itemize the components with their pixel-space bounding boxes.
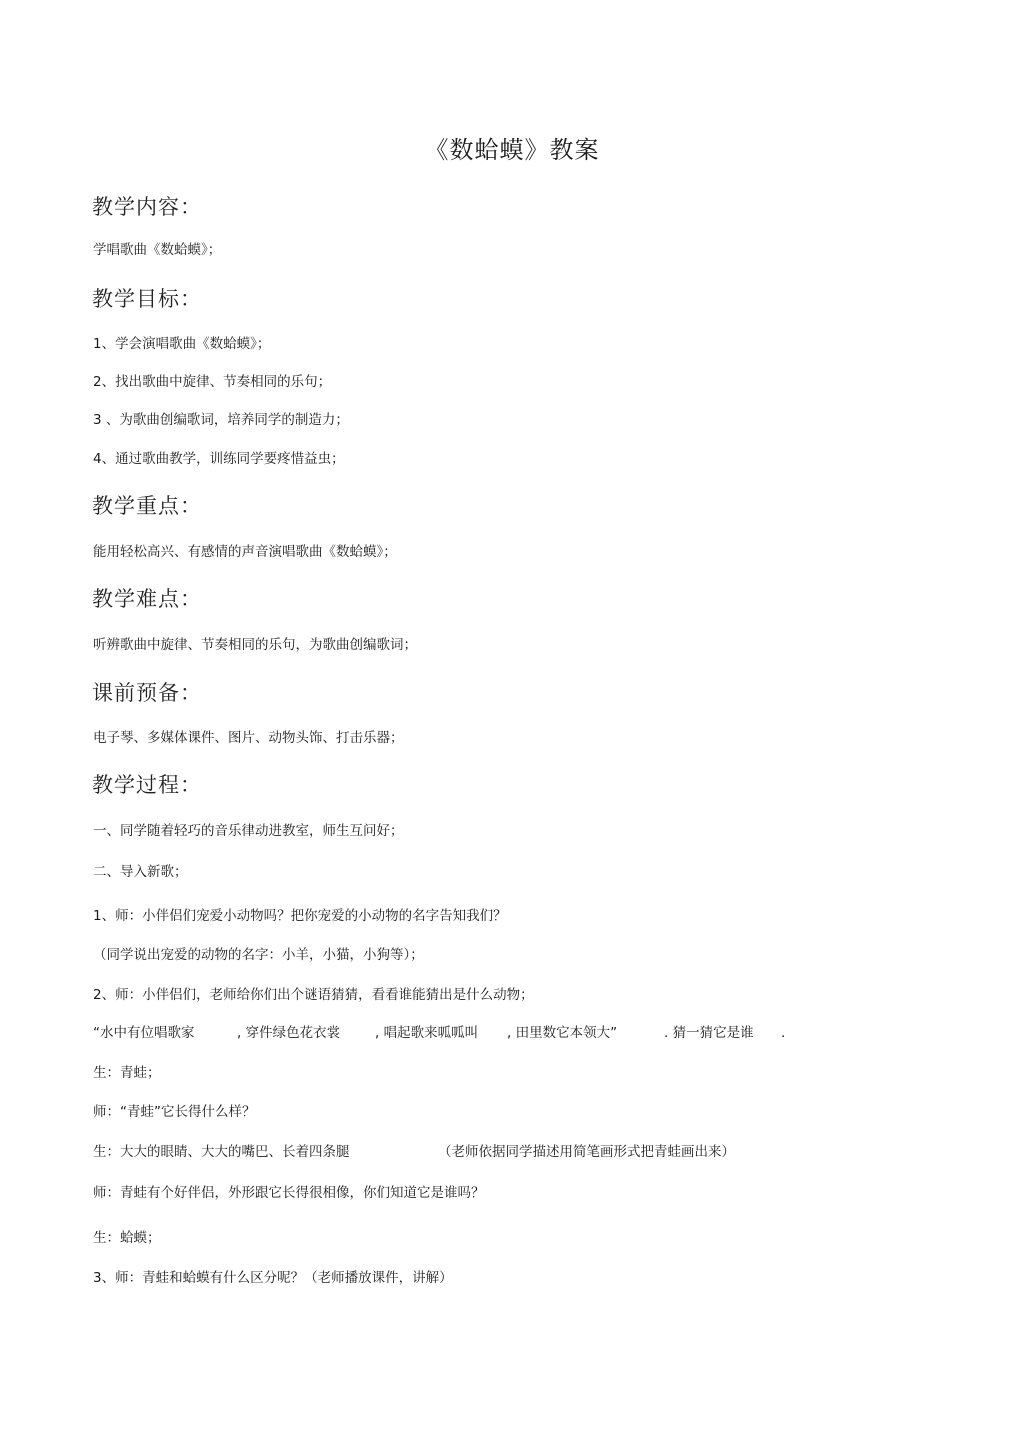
riddle-part: . 猜一猜它是谁 [664,1025,754,1041]
goal-item-1: 1、学会演唱歌曲《数蛤蟆》； [93,336,271,352]
riddle-line [93,1023,813,1045]
riddle-part: “水中有位唱歌家 [93,1025,195,1041]
riddle-part: , 唱起歌来呱呱叫 [375,1025,479,1041]
goal-item-2: 2、找出歌曲中旋律、节奏相同的乐句； [93,374,332,390]
heading-key-points: 教学重点： [92,494,202,518]
content-text: 学唱歌曲《数蛤蟆》； [93,242,222,258]
document-title: 《数蛤蟆》教案 [424,136,600,164]
goal-item-3: 3 、为歌曲创编歌词，培养同学的制造力； [93,412,349,428]
riddle-part: . [781,1025,786,1041]
process-line: 师：“青蛙”它长得什么样？ [93,1104,256,1120]
process-line: 生：大大的眼睛、大大的嘴巴、长着四条腿 [93,1144,350,1160]
process-line: 2、师：小伴侣们，老师给你们出个谜语猜猜，看看谁能猜出是什么动物； [93,987,534,1003]
process-line: （同学说出宠爱的动物的名字：小羊，小猫，小狗等）； [93,947,424,963]
process-line: 生：蛤蟆； [93,1230,161,1246]
process-line: 生：青蛙； [93,1065,161,1081]
heading-process: 教学过程： [92,773,202,797]
process-line: 3、师：青蛙和蛤蟆有什么区分呢？（老师播放课件，讲解） [93,1270,453,1286]
preparation-text: 电子琴、多媒体课件、图片、动物头饰、打击乐器； [93,730,404,746]
process-line: 二、导入新歌； [93,864,188,880]
process-line: 一、同学随着轻巧的音乐律动进教室，师生互问好； [93,823,404,839]
heading-content: 教学内容： [92,195,202,219]
heading-difficulties: 教学难点： [92,587,202,611]
riddle-part: , 穿件绿色花衣裳 [237,1025,341,1041]
process-line: 师：青蛙有个好伴侣，外形跟它长得很相像，你们知道它是谁吗？ [93,1185,485,1201]
riddle-part: , 田里数它本领大” [507,1025,618,1041]
difficulties-text: 听辨歌曲中旋律、节奏相同的乐句，为歌曲创编歌词； [93,637,417,653]
process-line-note: （老师依据同学描述用简笔画形式把青蛙画出来） [438,1144,735,1160]
process-line: 1、师：小伴侣们宠爱小动物吗？把你宠爱的小动物的名字告知我们？ [93,908,507,924]
heading-preparation: 课前预备： [92,681,202,705]
heading-goals: 教学目标： [92,287,202,311]
goal-item-4: 4、通过歌曲教学，训练同学要疼惜益虫； [93,451,345,467]
key-points-text: 能用轻松高兴、有感情的声音演唱歌曲《数蛤蟆》； [93,544,397,560]
